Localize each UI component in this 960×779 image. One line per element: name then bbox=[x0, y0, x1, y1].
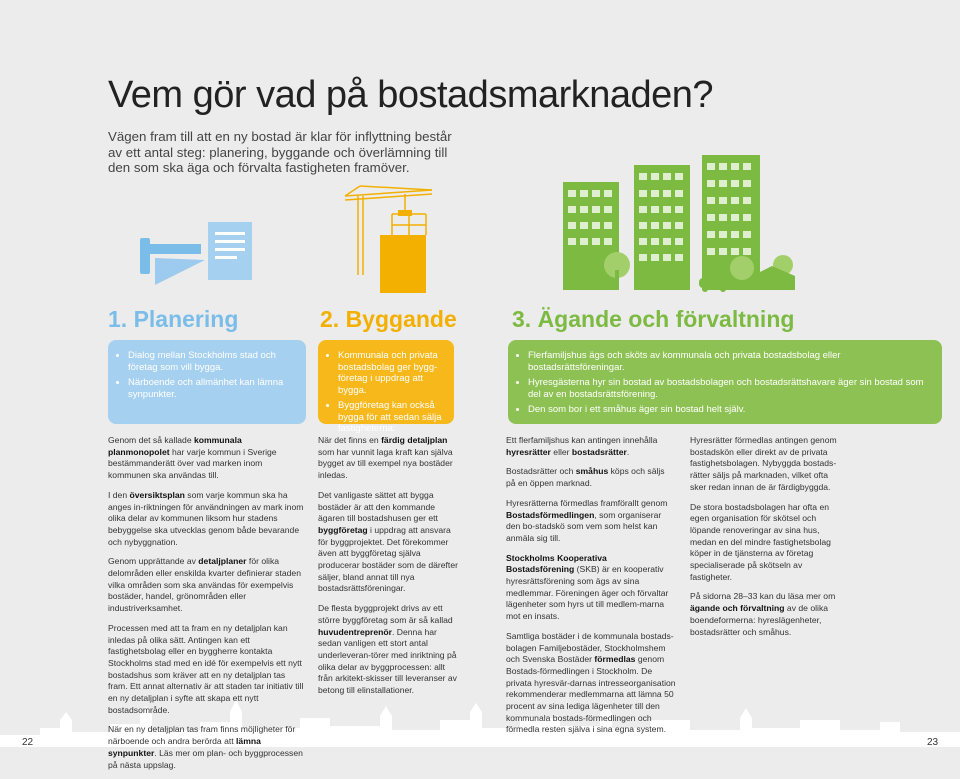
emphasis: bostadsrätter bbox=[571, 446, 627, 457]
heading-agande: 3. Ägande och förvaltning bbox=[512, 306, 795, 332]
page-title: Vem gör vad på bostadsmarknaden? bbox=[108, 74, 714, 116]
emphasis: Stockholms Kooperativa Bostadsförening bbox=[506, 552, 607, 575]
planning-tools-icon bbox=[140, 222, 252, 285]
text-column-1 bbox=[108, 435, 304, 779]
page-number-right: 23 bbox=[927, 737, 939, 748]
paragraph: När det finns en färdig detaljplan som har vunnit laga kraft kan själva bygget av till exempel nya bostäder inledas. bbox=[318, 435, 453, 481]
page-number-left: 22 bbox=[22, 737, 34, 748]
heading-planering: 1. Planering bbox=[108, 306, 239, 332]
paragraph: Bostadsrätter och småhus köps och säljs på en öppen marknad. bbox=[506, 466, 665, 489]
emphasis: Bostadsförmedlingen bbox=[506, 509, 595, 520]
emphasis: kommunala planmonopolet bbox=[108, 435, 242, 457]
emphasis: småhus bbox=[575, 466, 609, 477]
emphasis: detaljplaner bbox=[198, 556, 247, 567]
byggande-box bbox=[318, 340, 454, 434]
construction-crane-icon bbox=[345, 186, 432, 293]
bullet: • Närboende och allmänhet kan lämna synpunkter. bbox=[128, 377, 292, 400]
paragraph: Hyresrätterna förmedlas framförallt genom Bostadsförmedlingen, som organiserar den bo-stadskö som vem som helst kan anmäla sig till. bbox=[506, 497, 668, 543]
forvaltning-box bbox=[508, 340, 942, 424]
emphasis: översiktsplan bbox=[129, 489, 185, 500]
emphasis: lämna synpunkter bbox=[108, 736, 261, 758]
paragraph: När en ny detaljplan tas fram finns möjligheter för närboende och andra berörda att lämna synpunkter. Läs mer om plan- och byggprocessen på nästa uppslag. bbox=[108, 724, 303, 770]
planering-box bbox=[108, 340, 306, 424]
paragraph: Genom upprättande av detaljplaner för olika delområden eller enskilda kvarter definierar staden vilka områden som ska användas för exempelvis bostäder, handel, grönområden eller industriverksamhet. bbox=[108, 556, 301, 614]
paragraph: Det vanligaste sättet att bygga bostäder är att den kommande ägaren till bostadshusen ger ett byggföretag i uppdrag att ansvara för byggprojektet. Det förekommer även att byggföretag själva producerar bostäder som de därefter säljer, bland annat till nya bostadsrättsföreningar. bbox=[318, 489, 458, 594]
paragraph: Genom det så kallade kommunala planmonopolet har varje kommun i Sverige bestämmanderätt över vad marken inom kommunen ska användas till. bbox=[108, 435, 277, 481]
paragraph: På sidorna 28–33 kan du läsa mer om ägande och förvaltning av de olika boendeformerna: hyreslägenheter, bostadsrätter och småhus. bbox=[690, 591, 836, 637]
paragraph: Processen med att ta fram en ny detaljplan kan inledas på olika sätt. Antingen kan ett fastighetsbolag eller en byggherre kontakta Stockholms stad med en idé för exempelvis ett nytt bostadshus som kräver att en ny detaljplan tas fram. Ett annat alternativ är att staden tar initiativ till en ny detaljplan i syfte att skapa ett nytt bostadsområde. bbox=[108, 622, 304, 715]
text-column-3 bbox=[506, 435, 676, 744]
emphasis: förmedlas bbox=[594, 654, 636, 665]
bullet: • Flerfamiljshus ägs och sköts av kommunala och privata bostadsbolag eller bostadsrättsföreningar. bbox=[528, 350, 928, 373]
paragraph: De stora bostadsbolagen har ofta en egen organisation för skötsel och löpande renoveringar av sina hus, medan en del mindre fastighetsbolag köper in de tjänsterna av företag specialiserade på skötseln av fastigheter. bbox=[690, 501, 831, 582]
emphasis: byggföretag bbox=[318, 524, 368, 535]
text-column-4 bbox=[690, 435, 840, 646]
emphasis: hyresrätter bbox=[506, 446, 551, 457]
paragraph: Ett flerfamiljshus kan antingen innehålla hyresrätter eller bostadsrätter. bbox=[506, 435, 658, 457]
paragraph: Stockholms Kooperativa Bostadsförening (SKB) är en kooperativ hyresrättsförening som ägs av sina medlemmar. Föreningen äger och förvaltar lägenheter som hyrs ut till medlem-marna mot en insats. bbox=[506, 552, 669, 622]
bullet: • Den som bor i ett småhus äger sin bostad helt själv. bbox=[528, 404, 928, 416]
emphasis: ägande och förvaltning bbox=[690, 603, 785, 614]
heading-byggande: 2. Byggande bbox=[320, 306, 457, 332]
bullet: • Dialog mellan Stockholms stad och företag som vill bygga. bbox=[128, 350, 292, 373]
bullet: • Hyresgästerna hyr sin bostad av bostadsbolagen och bostadsrättshavare äger sin bostad som del av en bostadsrättsförening. bbox=[528, 377, 928, 400]
paragraph: Samtliga bostäder i de kommunala bostads-bolagen Familjebostäder, Stockholmshem och Svenska Bostäder förmedlas genom Bostads-förmedlingen i Stockholm. De privata hyresvär-darnas intresseorganisation rekommenderar medlemmarna att lämna 50 procent av sina lediga lägenheter till den kommunala bostads-förmedlingen och förmedla resten själva i sina egna system. bbox=[506, 630, 676, 735]
bullet: • Byggföretag kan också bygga för att sedan sälja fastigheterna. bbox=[338, 400, 446, 435]
bullet: • Kommunala och privata bostadsbolag ger bygg-företag i uppdrag att bygga. bbox=[338, 350, 446, 396]
paragraph: De flesta byggprojekt drivs av ett större byggföretag som är så kallad huvudentreprenör. Denna har sedan vanligen ett stort antal underleveran-törer med inriktning på olika delar av byggprocessen: allt från arkitekt-skisser till leveranser av betong till elinstallationer. bbox=[318, 603, 457, 696]
emphasis: huvudentreprenör bbox=[318, 626, 393, 637]
intro-text: Vägen fram till att en ny bostad är klar för inflyttning består av ett antal steg: planering, byggande och överlämning till den som ska äga och förvalta fastigheten framöver. bbox=[108, 129, 452, 175]
paragraph: I den översiktsplan som varje kommun ska ha anges in-riktningen för användningen av mark inom olika delar av kommunen liksom hur stadens bebyggelse ska utvecklas genom både bevarande och nybyggnation. bbox=[108, 489, 304, 547]
paragraph: Hyresrätter förmedlas antingen genom bostadskön eller direkt av de privata fastighetsbolagen. Nybyggda bostads-rätter säljs på marknaden, vilket ofta sker redan innan de är färdigbyggda. bbox=[690, 435, 837, 492]
text-column-2 bbox=[318, 435, 458, 705]
emphasis: färdig detaljplan bbox=[381, 435, 448, 445]
